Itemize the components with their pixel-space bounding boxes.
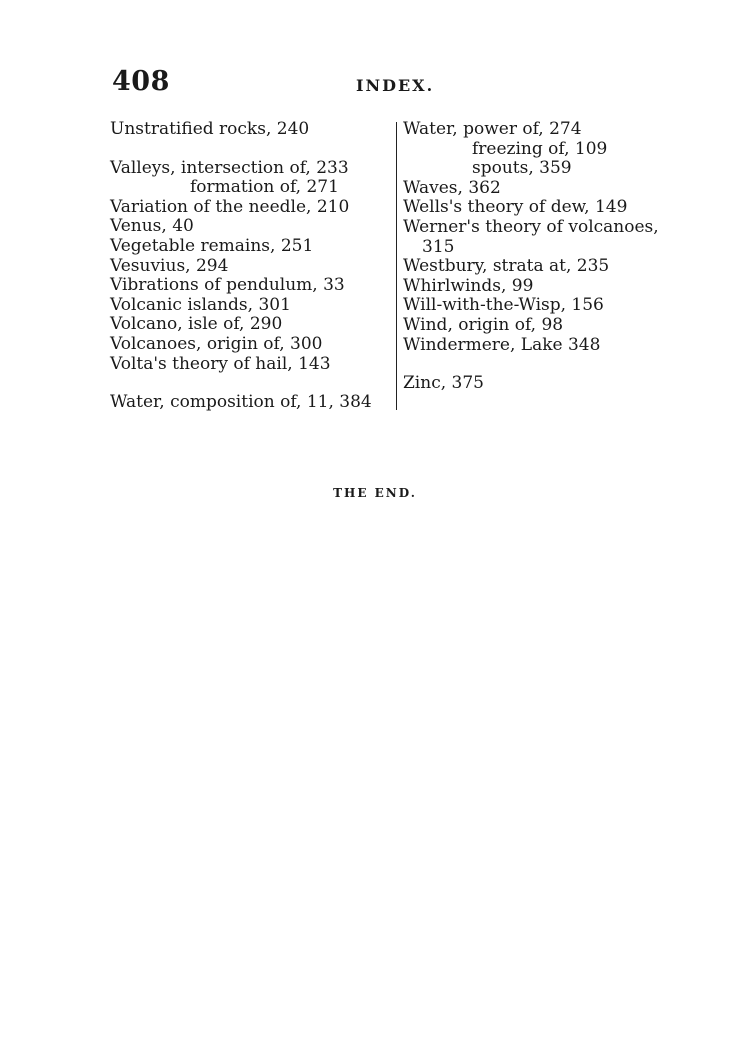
index-entry: Whirlwinds, 99 <box>403 275 534 296</box>
index-entry: Will-with-the-Wisp, 156 <box>403 295 604 316</box>
index-entry: Water, power of, 274 <box>403 119 582 139</box>
colophon-the-end: THE END. <box>333 486 417 500</box>
index-subentry: formation of, 271 <box>190 177 339 198</box>
index-entry: Windermere, Lake 348 <box>403 334 601 355</box>
index-entry: Vegetable remains, 251 <box>110 235 314 256</box>
index-entry: Variation of the needle, 210 <box>110 196 350 217</box>
index-entry: Westbury, strata at, 235 <box>403 256 610 277</box>
index-entry: Zinc, 375 <box>403 373 484 394</box>
index-entry: Wells's theory of dew, 149 <box>403 197 628 218</box>
index-subentry: freezing of, 109 <box>472 138 608 159</box>
index-entry: Wind, origin of, 98 <box>403 314 564 335</box>
index-subentry: spouts, 359 <box>472 158 572 179</box>
index-column-left <box>110 120 395 413</box>
index-entry: Volta's theory of hail, 143 <box>110 353 331 374</box>
index-entry-continuation: 315 <box>422 236 455 257</box>
index-column-right <box>403 120 703 394</box>
index-entry: Valleys, intersection of, 233 <box>110 157 349 178</box>
index-entry: Vesuvius, 294 <box>110 255 229 276</box>
index-entry: Volcano, isle of, 290 <box>110 314 283 335</box>
index-entry: Werner's theory of volcanoes, <box>403 216 659 237</box>
index-entry: Waves, 362 <box>403 177 501 198</box>
column-divider <box>396 122 397 410</box>
index-entry: Venus, 40 <box>110 216 194 237</box>
index-entry: Unstratified rocks, 240 <box>110 119 310 139</box>
page-number: 408 <box>112 66 170 97</box>
index-entry: Water, composition of, 11, 384 <box>110 392 372 413</box>
index-entry: Vibrations of pendulum, 33 <box>110 275 345 296</box>
index-entry: Volcanoes, origin of, 300 <box>110 333 323 354</box>
running-head: INDEX. <box>356 76 435 95</box>
index-entry: Volcanic islands, 301 <box>110 294 291 315</box>
